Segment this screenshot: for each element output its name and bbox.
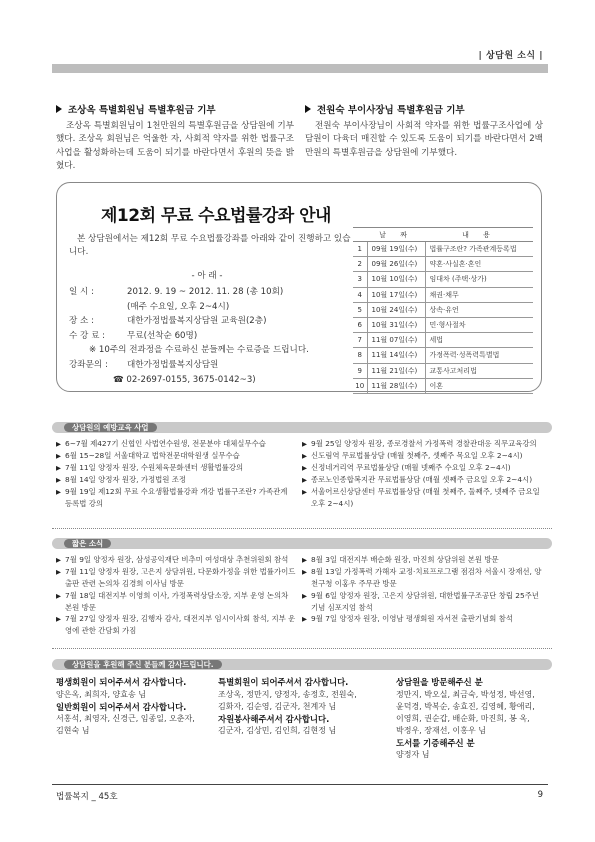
contact-value: 대한가정법률복지상담원	[127, 360, 219, 371]
triangle-bullet-icon: ▶	[56, 488, 61, 496]
triangle-bullet-icon: ▶	[302, 476, 307, 484]
list-item-text: 9월 6일 양정자 원장, 고은지 상담위원, 대한법률구조공단 창립 25주년 기념 심포지엄 참석	[311, 590, 539, 612]
thanks-names: 양은옥, 최희자, 양효송 님	[56, 689, 146, 699]
row-number: 9	[353, 363, 367, 378]
row-topic: 법률구조란? 가족관계등록법	[425, 242, 533, 257]
table-row	[353, 287, 533, 302]
list-item	[56, 590, 296, 614]
row-number: 8	[353, 348, 367, 363]
table-header-num	[353, 228, 367, 242]
triangle-bullet-icon	[305, 105, 311, 113]
thanks-group-title: 일반회원이 되어주셔서 감사합니다.	[56, 701, 187, 712]
row-topic: 가정폭력·성폭력특별법	[425, 348, 533, 363]
list-item-text: 신도림역 무료법률상담 (매월 첫째주, 셋째주 목요일 오후 2~4시)	[311, 451, 523, 460]
triangle-bullet-icon: ▶	[302, 556, 307, 564]
row-topic: 약혼·사실혼·혼인	[425, 257, 533, 272]
page-number: 9	[537, 790, 543, 800]
table-row	[353, 257, 533, 272]
short-news-list-left	[56, 554, 296, 637]
news-title: 전원숙 부이사장님 특별후원금 기부	[317, 105, 465, 116]
table-row	[353, 348, 533, 363]
lecture-title: 제12회 무료 수요법률강좌 안내	[101, 206, 331, 226]
date-value: 2012. 9. 19 ~ 2012. 11. 28 (총 10회)	[127, 287, 284, 297]
list-item	[56, 438, 294, 450]
row-date: 11월 28일(수)	[367, 378, 425, 393]
list-item	[302, 450, 548, 462]
list-item-text: 7월 27일 양정자 원장, 김행자 감사, 대전지부 임시이사회 참석, 지부 운영에 관한 간담회 가짐	[65, 614, 296, 636]
list-item	[302, 566, 548, 590]
triangle-bullet-icon: ▶	[56, 615, 61, 624]
lecture-details	[69, 285, 359, 387]
triangle-bullet-icon	[56, 105, 62, 113]
list-item-text: 6월 15~28일 서울대학교 법학전문대학원생 실무수습	[65, 451, 240, 460]
table-row	[353, 317, 533, 332]
list-item	[302, 474, 548, 486]
news-item-right	[305, 102, 543, 160]
row-number: 3	[353, 272, 367, 287]
date-note: (매주 수요일, 오후 2~4시)	[127, 301, 230, 312]
thanks-column-3	[396, 676, 552, 761]
row-date: 09월 19일(수)	[367, 242, 425, 257]
triangle-bullet-icon: ▶	[302, 591, 307, 600]
list-item	[56, 450, 294, 462]
fee-note: ※ 10주의 전과정을 수료하신 분들께는 수료증을 드립니다.	[89, 345, 309, 356]
list-item-text: 8월 13일 가정폭력 가해자 교정·치료프로그램 점검차 서울시 장재선, 양천구청 이홍우 주무관 방문	[311, 567, 542, 588]
row-number: 10	[353, 378, 367, 393]
row-date: 10월 10일(수)	[367, 272, 425, 287]
list-item-text: 9월 7일 양정자 원장, 이영남 평생회원 자서전 출판기념회 참석	[311, 614, 513, 624]
section-label: 상담원을 후원해 주신 분들께 감사드립니다.	[64, 660, 222, 669]
row-number: 6	[353, 317, 367, 332]
thanks-group-title: 상담원을 방문해주신 분	[396, 677, 483, 687]
list-item	[302, 590, 548, 614]
thanks-column-1	[56, 676, 216, 737]
section-bar-thanks	[52, 659, 552, 670]
triangle-bullet-icon: ▶	[56, 464, 61, 472]
thanks-names: 정만지, 박오실, 최금숙, 박성정, 박선영,	[396, 689, 535, 699]
list-item-text: 7월 11일 양정자 원장, 고은지 상담위원, 다문화가정을 위한 법률가이드 출판 관련 논의차 김경희 이사님 방문	[65, 567, 296, 588]
row-number: 1	[353, 242, 367, 257]
thanks-names: 윤덕경, 박복순, 송효진, 김영혜, 황애리,	[396, 701, 535, 711]
table-row	[353, 378, 533, 393]
thanks-names: 박정우, 장재선, 이홍우 님	[396, 725, 486, 735]
header-rule	[52, 64, 548, 73]
thanks-group-title: 도서를 기증해주신 분	[396, 737, 475, 748]
short-news-list-right	[302, 554, 548, 625]
table-row	[353, 272, 533, 287]
thanks-names: 김화자, 김순영, 김군자, 천계자 님	[218, 701, 337, 711]
row-date: 11월 14일(수)	[367, 348, 425, 363]
list-item-text: 8월 3일 대전지부 배순화 원장, 마진희 상담위원 본원 방문	[311, 555, 499, 564]
row-date: 10월 24일(수)	[367, 302, 425, 317]
list-item-text: 7월 9일 양정자 원장, 삼성공익재단 비추미 여성대상 추천위원회 참석	[65, 555, 289, 564]
news-body: 조상옥 특별회원님이 1천만원의 특별후원금을 상담원에 기부했다. 조상옥 회원님은 억울한 자, 사회적 약자를 위한 법률구조사업을 활성화하는데 도움이 되기를 바란다면서 후원의 뜻을 밝혔다.	[56, 121, 294, 171]
triangle-bullet-icon: ▶	[302, 488, 307, 496]
thanks-names: 이영희, 권순갑, 배순화, 마진희, 봉 옥,	[396, 713, 530, 723]
triangle-bullet-icon: ▶	[56, 440, 61, 448]
news-body: 전원숙 부이사장님이 사회적 약자를 위한 법률구조사업에 상담원이 다육더 매진할 수 있도록 도움이 되기를 바란다면서 2백만원의 특별후원금을 상담원에 기부했다.	[305, 121, 543, 158]
list-item	[302, 462, 548, 474]
lecture-subhead: - 아 래 -	[191, 271, 223, 281]
triangle-bullet-icon: ▶	[302, 464, 307, 472]
row-topic: 민·형사절차	[425, 317, 533, 332]
row-topic: 상속·유언	[425, 302, 533, 317]
row-date: 11월 21일(수)	[367, 363, 425, 378]
place-label: 장 소 :	[69, 316, 94, 327]
thanks-column-2	[218, 676, 388, 737]
lecture-announcement-box	[56, 182, 542, 392]
list-item	[56, 474, 294, 486]
triangle-bullet-icon: ▶	[56, 556, 61, 564]
thanks-names: 서홍석, 최영자, 신경근, 임종일, 오춘자,	[56, 714, 195, 724]
news-title: 조상옥 특별회원님 특별후원금 기부	[68, 105, 216, 116]
row-date: 11월 07일(수)	[367, 333, 425, 348]
row-number: 7	[353, 333, 367, 348]
row-date: 10월 31일(수)	[367, 317, 425, 332]
thanks-names: 김현숙 님	[56, 726, 90, 736]
triangle-bullet-icon: ▶	[56, 591, 61, 600]
table-header-content: 내 용	[425, 228, 533, 242]
triangle-bullet-icon: ▶	[302, 568, 307, 576]
list-item-text: 9월 25일 양정자 원장, 종로경찰서 가정폭력 경찰관대응 직무교육강의	[311, 439, 537, 448]
list-item-text: 신정네거리역 무료법률상담 (매월 넷째주 수요일 오후 2~4시)	[311, 463, 511, 472]
table-header-date: 날 짜	[367, 228, 425, 242]
triangle-bullet-icon: ▶	[56, 452, 61, 460]
list-item-text: 9월 19일 제12회 무료 수요생활법률강좌 개강 법률구조란? 가족관계등록법 강의	[65, 487, 288, 508]
list-item	[56, 566, 296, 590]
row-topic: 임대차 (주택·상가)	[425, 272, 533, 287]
footer-rule	[52, 784, 548, 785]
thanks-names: 양정자 님	[396, 750, 430, 760]
list-item	[302, 438, 548, 450]
list-item-text: 서울어르신상담센터 무료법률상담 (매월 첫째주, 둘째주, 넷째주 금요일 오후 2~4시)	[311, 487, 540, 508]
lecture-schedule-table	[353, 227, 533, 394]
list-item	[302, 486, 548, 510]
news-item-left	[56, 102, 294, 173]
section-bar-prevention	[52, 422, 552, 433]
lecture-intro: 본 상담원에서는 제12회 무료 수요법률강좌를 아래와 같이 진행하고 있습니다.	[69, 234, 351, 258]
thanks-group-title: 평생회원이 되어주셔서 감사합니다.	[56, 677, 187, 687]
divider	[52, 648, 552, 649]
contact-label: 강좌문의 :	[69, 360, 108, 371]
row-topic: 세법	[425, 333, 533, 348]
list-item-text: 8월 14일 양정자 원장, 가정법원 조정	[65, 475, 187, 484]
row-topic: 교통사고처리법	[425, 363, 533, 378]
date-label: 일 시 :	[69, 287, 94, 297]
divider	[52, 528, 552, 529]
table-row	[353, 363, 533, 378]
thanks-group-title: 특별회원이 되어주셔서 감사합니다.	[218, 677, 349, 687]
table-row	[353, 302, 533, 317]
contact-phone: ☎ 02-2697-0155, 3675-0142~3)	[113, 374, 256, 385]
triangle-bullet-icon: ▶	[302, 440, 307, 448]
list-item-text: 종로노인종합복지관 무료법률상담 (매월 셋째주 금요일 오후 2~4시)	[311, 475, 533, 484]
row-topic: 이혼	[425, 378, 533, 393]
row-number: 2	[353, 257, 367, 272]
thanks-names: 김군자, 김상민, 김인희, 김현정 님	[218, 726, 337, 736]
fee-value: 무료(선착순 60명)	[127, 330, 198, 341]
list-item	[302, 554, 548, 566]
row-number: 4	[353, 287, 367, 302]
table-row	[353, 242, 533, 257]
thanks-group-title: 자원봉사해주셔서 감사합니다.	[218, 713, 330, 724]
fee-label: 수 강 료 :	[69, 330, 105, 341]
section-label: 상담원의 예방교육 사업	[64, 423, 157, 432]
table-row	[353, 333, 533, 348]
thanks-names: 조상옥, 정만지, 양정자, 송정호, 전원숙,	[218, 689, 357, 699]
list-item-text: 7월 18일 대전지부 이영희 이사, 가정폭력상담소장, 지부 운영 논의차 본원 방문	[65, 590, 289, 612]
list-item-text: 6~7월 제427기 신협인 사법연수원생, 전문분야 대체실무수습	[65, 439, 266, 448]
triangle-bullet-icon: ▶	[302, 452, 307, 460]
list-item	[56, 462, 294, 474]
prevention-list-right	[302, 438, 548, 510]
triangle-bullet-icon: ▶	[56, 476, 61, 484]
row-number: 5	[353, 302, 367, 317]
list-item	[56, 613, 296, 637]
row-topic: 채권·채무	[425, 287, 533, 302]
list-item	[56, 554, 296, 566]
triangle-bullet-icon: ▶	[302, 615, 307, 624]
triangle-bullet-icon: ▶	[56, 568, 61, 576]
list-item	[56, 486, 294, 510]
list-item	[302, 613, 548, 625]
list-item-text: 7월 11일 양정자 원장, 수원체육문화센터 생활법률강의	[65, 463, 244, 472]
row-date: 10월 17일(수)	[367, 287, 425, 302]
section-label: 짧은 소식	[64, 539, 111, 548]
row-date: 09월 26일(수)	[367, 257, 425, 272]
prevention-list-left	[56, 438, 294, 510]
section-tag: | 상담원 소식 |	[478, 51, 543, 61]
footer-publication: 법률복지 _ 45호	[56, 792, 118, 802]
section-bar-short-news	[52, 538, 552, 549]
place-value: 대한가정법률복지상담원 교육원(2층)	[127, 316, 267, 327]
